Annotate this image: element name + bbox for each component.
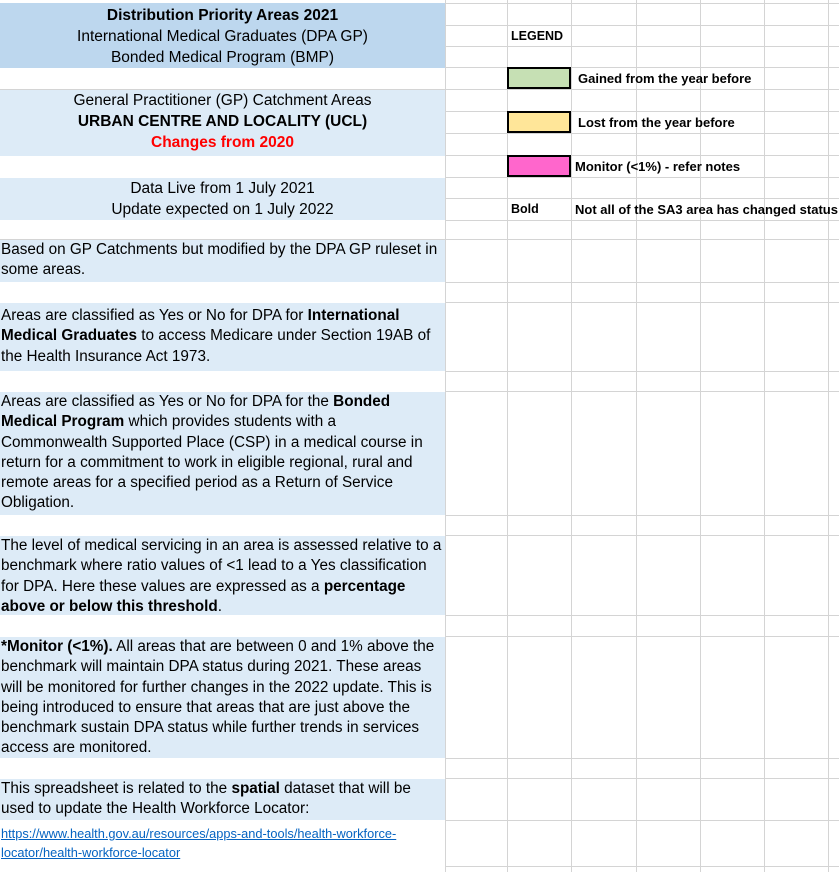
grid-row-line [445,391,839,392]
img-note [0,303,445,371]
gained-label: Gained from the year before [578,71,752,86]
basis-text: Based on GP Catchments but modified by the DPA GP ruleset in some areas. [1,241,438,279]
monitor-note [0,637,445,758]
grid-row-line [445,25,839,26]
bmp-text-bold: Bonded Medical Program [1,393,391,431]
grid-row-line [445,89,839,90]
spatial-note [0,779,445,820]
report-title: Distribution Priority Areas 2021 [106,7,339,24]
bmp-text-pre: Areas are classified as Yes or No for DPA for the [1,393,334,410]
grid-row-line [445,371,839,372]
update-expected-date: Update expected on 1 July 2022 [111,201,334,218]
grid-column-line [636,0,637,872]
grid-row-line [445,155,839,156]
grid-column-line [700,0,701,872]
grid-row-line [445,177,839,178]
bmp-note [0,392,445,515]
title-block [0,3,445,68]
level-note [0,536,445,615]
grid-row-line [445,778,839,779]
grid-row-line [445,239,839,240]
lost-label: Lost from the year before [578,115,735,130]
bmp-text-post: which provides students with a Commonwealth Supported Place (CSP) in a medical course in return for a commitment to work in eligible regional, rural and remote areas for a specified period as a Return of Service Obligation. [1,413,423,512]
grid-row-line [445,198,839,199]
grid-row-line [445,133,839,134]
img-text-bold: International Medical Graduates [1,307,400,345]
report-subtitle-img: International Medical Graduates (DPA GP) [77,28,368,45]
locator-link-cell [0,824,445,866]
grid-row-line [445,67,839,68]
grid-row-line [445,220,839,221]
grid-row-line [445,515,839,516]
gained-swatch [507,67,571,89]
grid-row-line [445,111,839,112]
catchment-ucl-heading: URBAN CENTRE AND LOCALITY (UCL) [77,113,368,130]
img-text-post: to access Medicare under Section 19AB of the Health Insurance Act 1973. [1,327,431,365]
grid-column-line [764,0,765,872]
bold-description: Not all of the SA3 area has changed status [575,202,838,217]
grid-row-line [445,866,839,867]
lost-swatch [507,111,571,133]
changes-label: Changes from 2020 [151,134,294,151]
dates-block [0,178,445,220]
report-subtitle-bmp: Bonded Medical Program (BMP) [110,49,335,66]
spatial-text-bold: spatial [231,780,280,797]
spatial-text-post: dataset that will be used to update the Health Workforce Locator: [1,780,411,818]
grid-column-line [445,0,446,872]
level-text-post: . [217,597,222,615]
grid-row-line [445,3,839,4]
bmp-text [0,392,445,514]
legend-title: LEGEND [511,29,564,43]
grid-row-line [445,282,839,283]
data-live-date: Data Live from 1 July 2021 [130,180,315,197]
grid-row-line [445,615,839,616]
grid-column-line [828,0,829,872]
bold-key: Bold [511,202,539,216]
level-text-pre: The level of medical servicing in an area is assessed relative to a benchmark where ratio values of <1 lead to a Yes classification for DPA. Here these values are expressed as a [1,537,442,595]
monitor-swatch [507,155,571,177]
monitor-text-post: All areas that are between 0 and 1% above the benchmark will maintain DPA status during 2021. These areas will be monitored for further changes in the 2022 update. This is being introduced to ensure that areas that are just above the benchmark sustain DPA status while further trends in services access are monitored. [1,638,435,757]
spatial-text-pre: This spreadsheet is related to the [1,780,232,797]
img-text-pre: Areas are classified as Yes or No for DPA for [1,307,308,324]
grid-column-line [571,0,572,872]
grid-row-line [445,758,839,759]
grid-row-line [445,46,839,47]
grid-row-line [445,535,839,536]
health-workforce-locator-link[interactable]: https://www.health.gov.au/resources/apps-and-tools/health-workforce-locator/health-workforce-locator [1,826,397,860]
basis-note [0,240,445,282]
grid-row-line [445,636,839,637]
monitor-text [0,637,445,759]
catchment-block [0,90,445,156]
level-text [0,536,445,617]
monitor-text-bold: *Monitor (<1%). [1,638,113,655]
monitor-label: Monitor (<1%) - refer notes [575,159,741,174]
level-text-bold: percentage above or below this threshold [1,577,406,615]
grid-row-line [445,302,839,303]
img-text [0,306,445,367]
catchment-title: General Practitioner (GP) Catchment Areas [73,92,372,109]
spatial-text [0,779,445,820]
grid-row-line [445,820,839,821]
